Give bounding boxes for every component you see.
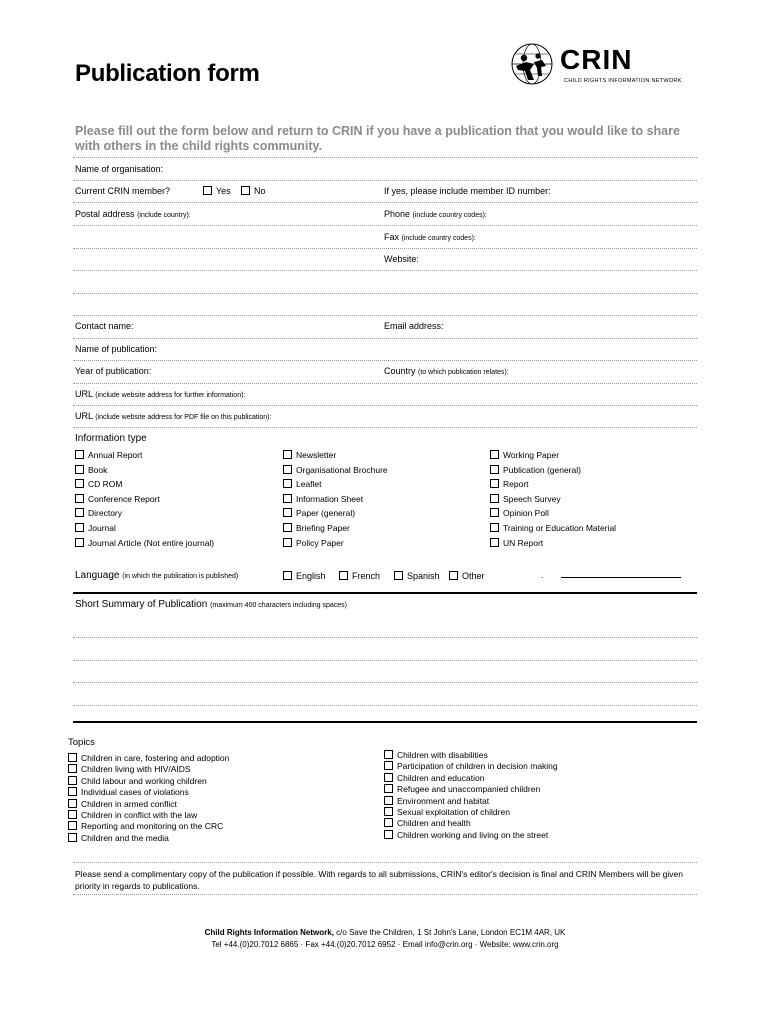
checkbox[interactable] [384, 773, 393, 782]
checkbox-option[interactable] [384, 830, 548, 840]
checkbox[interactable] [75, 494, 84, 503]
checkbox[interactable] [68, 787, 77, 796]
checkbox[interactable] [283, 508, 292, 517]
checkbox[interactable] [283, 523, 292, 532]
info-type-heading: Information type [75, 433, 147, 444]
checkbox-option[interactable] [68, 833, 169, 843]
checkbox-option[interactable] [283, 465, 388, 475]
year-label: Year of publication: [75, 366, 152, 376]
checkbox[interactable] [384, 830, 393, 839]
checkbox-label: Paper (general) [296, 508, 356, 519]
checkbox-label: Report [503, 479, 529, 490]
checkbox-option[interactable] [283, 523, 350, 533]
submission-note: Please send a complimentary copy of the publication if possible. With regards to all submissions, CRIN's editor's decision is final and CRIN Members will be given priority in regards to publications. [75, 869, 683, 891]
email-label: Email address: [384, 321, 444, 331]
contact-label: Contact name: [75, 321, 134, 331]
checkbox-label: Children working and living on the street [397, 829, 549, 840]
page-title: Publication form [75, 60, 260, 87]
checkbox[interactable] [283, 571, 292, 580]
checkbox[interactable] [394, 571, 403, 580]
postal-label: Postal address (include country): [75, 209, 191, 219]
checkbox[interactable] [384, 796, 393, 805]
summary-label: Short Summary of Publication (maximum 400 characters including spaces) [75, 599, 348, 610]
checkbox-option[interactable] [384, 784, 540, 794]
org-label: Name of organisation: [75, 164, 164, 174]
checkbox[interactable] [241, 186, 250, 195]
checkbox-option[interactable] [490, 450, 559, 460]
logo-subtitle: CHILD RIGHTS INFORMATION NETWORK [564, 78, 682, 84]
checkbox-label: Journal Article (Not entire journal) [88, 537, 215, 548]
checkbox-option[interactable] [384, 761, 558, 771]
checkbox[interactable] [75, 450, 84, 459]
member-id-label: If yes, please include member ID number: [384, 186, 551, 196]
language-option-label: Other [462, 571, 485, 581]
checkbox[interactable] [68, 764, 77, 773]
checkbox-option[interactable] [384, 818, 471, 828]
checkbox-label: Directory [88, 508, 123, 519]
checkbox-label: Children living with HIV/AIDS [81, 764, 191, 775]
checkbox-label: Journal [88, 523, 116, 533]
checkbox-label: Children and the media [81, 832, 169, 843]
checkbox-label: Organisational Brochure [296, 464, 388, 475]
language-label: Language (in which the publication is published) [75, 570, 239, 581]
checkbox-label: Opinion Poll [503, 508, 549, 519]
checkbox-option[interactable] [75, 538, 214, 548]
footer-address: Child Rights Information Network, c/o Save the Children, 1 St John's Lane, London EC1M 4AR, UK [204, 928, 566, 937]
checkbox[interactable] [68, 776, 77, 785]
checkbox[interactable] [384, 784, 393, 793]
topics-heading: Topics [68, 737, 95, 748]
fax-label: Fax (include country codes): [384, 232, 476, 242]
checkbox-label: Newsletter [296, 450, 337, 460]
checkbox-label: Children and education [397, 772, 485, 783]
checkbox[interactable] [490, 523, 499, 532]
checkbox[interactable] [68, 810, 77, 819]
member-yes-option[interactable]: Yes [203, 186, 231, 196]
checkbox-option[interactable] [68, 753, 229, 763]
checkbox-label: Refugee and unaccompanied children [397, 784, 541, 795]
checkbox-label: Leaflet [296, 479, 322, 490]
checkbox[interactable] [283, 479, 292, 488]
checkbox-option[interactable] [75, 523, 116, 533]
checkbox-option[interactable] [490, 538, 543, 548]
checkbox-option[interactable] [384, 807, 510, 817]
checkbox[interactable] [283, 538, 292, 547]
checkbox-option[interactable] [75, 465, 107, 475]
member-label: Current CRIN member? [75, 186, 171, 196]
country-label: Country (to which publication relates): [384, 366, 509, 376]
checkbox[interactable] [490, 450, 499, 459]
checkbox[interactable] [203, 186, 212, 195]
checkbox-label: Participation of children in decision making [397, 761, 558, 772]
checkbox[interactable] [75, 508, 84, 517]
other-dot: . [541, 570, 544, 580]
checkbox-option[interactable] [490, 465, 581, 475]
checkbox-label: Training or Education Material [503, 523, 617, 533]
url-pdf-label: URL (include website address for PDF file on this publication): [75, 411, 272, 421]
language-option[interactable] [283, 571, 326, 581]
checkbox[interactable] [490, 538, 499, 547]
checkbox-label: CD ROM [88, 479, 123, 490]
checkbox-label: Children with disabilities [397, 750, 488, 760]
checkbox-label: Conference Report [88, 493, 160, 504]
checkbox[interactable] [283, 465, 292, 474]
checkbox-option[interactable] [75, 508, 122, 518]
checkbox[interactable] [490, 508, 499, 517]
url-info-label: URL (include website address for further information): [75, 389, 246, 399]
checkbox-option[interactable] [68, 810, 197, 820]
member-no-option[interactable]: No [241, 186, 266, 196]
checkbox[interactable] [68, 821, 77, 830]
checkbox-label: Reporting and monitoring on the CRC [81, 821, 224, 832]
checkbox-option[interactable] [384, 796, 489, 806]
checkbox[interactable] [68, 833, 77, 842]
language-option-label: English [296, 571, 326, 581]
phone-label: Phone (include country codes): [384, 209, 487, 219]
checkbox[interactable] [75, 465, 84, 474]
checkbox-label: Policy Paper [296, 537, 344, 548]
checkbox[interactable] [68, 799, 77, 808]
checkbox-label: Book [88, 464, 108, 475]
checkbox-label: Environment and habitat [397, 795, 490, 806]
checkbox-option[interactable] [68, 799, 177, 809]
checkbox-option[interactable] [68, 776, 207, 786]
checkbox[interactable] [384, 818, 393, 827]
checkbox-option[interactable] [75, 479, 122, 489]
logo-wordmark: CRIN [560, 44, 633, 75]
checkbox-label: Children in armed conflict [81, 798, 177, 809]
checkbox[interactable] [75, 523, 84, 532]
checkbox-option[interactable] [68, 821, 223, 831]
checkbox-option[interactable] [384, 773, 484, 783]
checkbox[interactable] [449, 571, 458, 580]
checkbox-option[interactable] [75, 494, 160, 504]
checkbox-option[interactable] [283, 494, 363, 504]
pub-name-label: Name of publication: [75, 344, 158, 354]
checkbox[interactable] [283, 450, 292, 459]
checkbox[interactable] [490, 479, 499, 488]
checkbox-option[interactable] [68, 764, 191, 774]
intro-text: Please fill out the form below and return to CRIN if you have a publication that you would like to share with others in the child rights community. [75, 124, 680, 153]
website-label: Website: [384, 254, 419, 264]
checkbox[interactable] [75, 479, 84, 488]
checkbox-option[interactable] [490, 479, 529, 489]
checkbox-option[interactable] [283, 508, 355, 518]
language-option[interactable] [449, 571, 485, 581]
checkbox[interactable] [339, 571, 348, 580]
checkbox-option[interactable] [283, 450, 336, 460]
checkbox[interactable] [384, 807, 393, 816]
checkbox-label: Briefing Paper [296, 523, 350, 533]
checkbox-option[interactable] [384, 750, 488, 760]
checkbox[interactable] [490, 494, 499, 503]
checkbox-label: Working Paper [503, 450, 560, 460]
checkbox-label: Sexual exploitation of children [397, 807, 510, 817]
checkbox-label: UN Report [503, 537, 544, 548]
checkbox-label: Children and health [397, 818, 471, 829]
language-option[interactable] [339, 571, 380, 581]
language-option-label: Spanish [407, 571, 440, 581]
checkbox[interactable] [68, 753, 77, 762]
checkbox-option[interactable] [283, 479, 322, 489]
language-option[interactable] [394, 571, 440, 581]
checkbox[interactable] [384, 750, 393, 759]
globe-icon [508, 40, 556, 88]
checkbox[interactable] [75, 538, 84, 547]
checkbox-label: Children in care, fostering and adoption [81, 753, 230, 763]
checkbox-label: Children in conflict with the law [81, 810, 198, 820]
checkbox-label: Speech Survey [503, 493, 561, 504]
checkbox[interactable] [384, 761, 393, 770]
checkbox-option[interactable] [75, 450, 142, 460]
checkbox-label: Annual Report [88, 450, 143, 460]
checkbox-label: Individual cases of violations [81, 787, 189, 798]
checkbox-option[interactable] [283, 538, 344, 548]
checkbox[interactable] [490, 465, 499, 474]
footer-contact: Tel +44.(0)20.7012 6865 · Fax +44.(0)20.7012 6952 · Email info@crin.org · Website: www.crin.org [211, 940, 559, 949]
checkbox[interactable] [283, 494, 292, 503]
checkbox-label: Child labour and working children [81, 775, 207, 786]
checkbox-option[interactable] [490, 494, 561, 504]
crin-logo [508, 40, 698, 90]
checkbox-label: Publication (general) [503, 464, 581, 475]
checkbox-option[interactable] [490, 508, 549, 518]
checkbox-label: Information Sheet [296, 493, 364, 504]
checkbox-option[interactable] [490, 523, 616, 533]
other-line[interactable] [561, 577, 681, 578]
checkbox-option[interactable] [68, 787, 189, 797]
language-option-label: French [352, 571, 381, 581]
